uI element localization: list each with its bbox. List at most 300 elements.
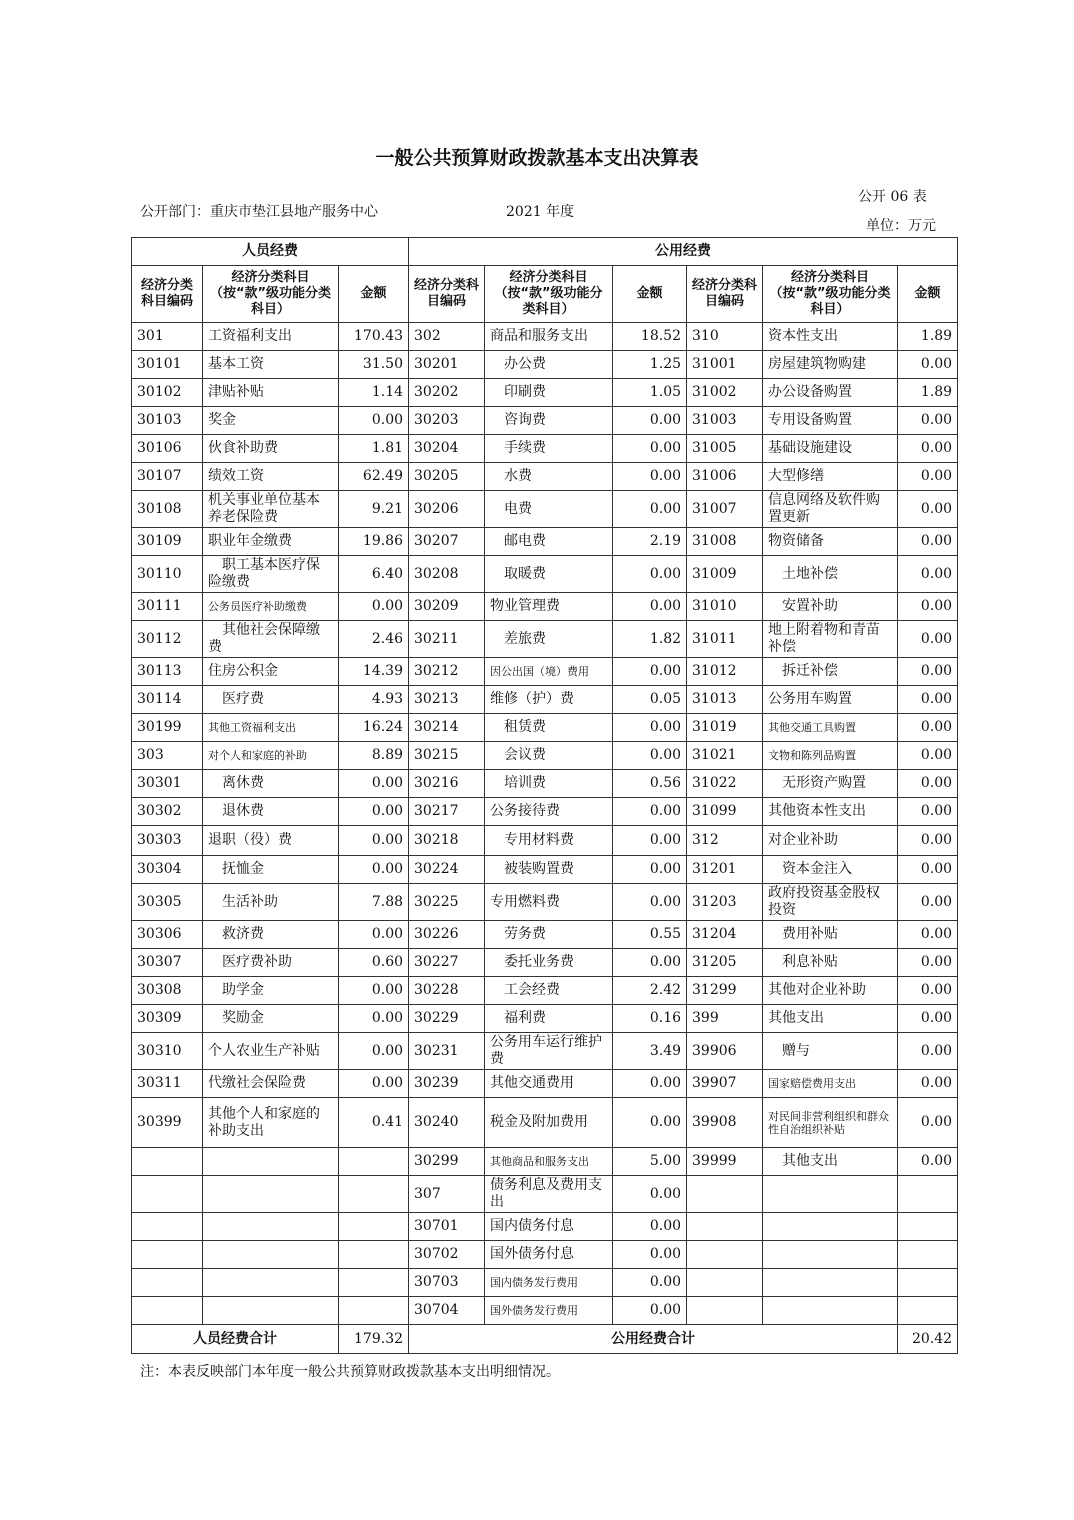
public-a-code-cell: 30703 [409, 1269, 485, 1297]
public-a-code-cell: 30240 [409, 1098, 485, 1148]
personnel-name-cell: 伙食补助费 [203, 435, 339, 463]
public-a-name-cell: 电费 [485, 491, 613, 528]
personnel-amount-cell: 62.49 [339, 463, 409, 491]
public-b-amount-cell: 0.00 [898, 921, 958, 949]
public-b-name-cell: 其他对企业补助 [763, 977, 898, 1005]
public-a-name-cell: 委托业务费 [485, 949, 613, 977]
personnel-amount-cell: 2.46 [339, 621, 409, 658]
public-a-name-cell: 福利费 [485, 1005, 613, 1033]
public-a-name-cell: 税金及附加费用 [485, 1098, 613, 1148]
public-a-name-cell: 债务利息及费用支出 [485, 1176, 613, 1213]
public-a-name-cell: 公务接待费 [485, 798, 613, 826]
personnel-name-cell [203, 1241, 339, 1269]
public-a-amount-cell: 0.00 [613, 658, 687, 686]
public-b-code-cell: 39907 [687, 1070, 763, 1098]
public-b-amount-cell: 0.00 [898, 770, 958, 798]
public-a-name-cell: 咨询费 [485, 407, 613, 435]
personnel-amount-cell: 7.88 [339, 884, 409, 921]
personnel-code-cell: 30306 [132, 921, 203, 949]
public-b-amount-cell [898, 1297, 958, 1325]
public-b-name-cell: 国家赔偿费用支出 [763, 1070, 898, 1098]
public-b-amount-cell: 0.00 [898, 884, 958, 921]
year-label: 2021 年度 [506, 204, 575, 220]
group-personnel-header: 人员经费 [132, 238, 409, 266]
public-a-name-cell: 因公出国（境）费用 [485, 658, 613, 686]
public-b-code-cell: 31013 [687, 686, 763, 714]
public-a-amount-cell: 0.00 [613, 1241, 687, 1269]
public-b-name-cell [763, 1269, 898, 1297]
public-b-amount-cell [898, 1176, 958, 1213]
public-b-name-cell: 赠与 [763, 1033, 898, 1070]
col-code-header: 经济分类科目编码 [132, 266, 203, 323]
public-a-name-cell: 国内债务付息 [485, 1213, 613, 1241]
personnel-code-cell: 30302 [132, 798, 203, 826]
personnel-code-cell: 30310 [132, 1033, 203, 1070]
public-b-code-cell: 310 [687, 323, 763, 351]
public-b-name-cell: 资本性支出 [763, 323, 898, 351]
table-row [132, 491, 958, 528]
public-b-name-cell: 拆迁补偿 [763, 658, 898, 686]
public-a-code-cell: 30212 [409, 658, 485, 686]
public-b-code-cell [687, 1176, 763, 1213]
public-a-code-cell: 30224 [409, 856, 485, 884]
page-title: 一般公共预算财政拨款基本支出决算表 [375, 147, 699, 169]
personnel-amount-cell [339, 1297, 409, 1325]
public-a-code-cell: 30205 [409, 463, 485, 491]
public-b-code-cell [687, 1269, 763, 1297]
public-a-name-cell: 培训费 [485, 770, 613, 798]
col-amount-header: 金额 [613, 266, 687, 323]
public-a-code-cell: 30213 [409, 686, 485, 714]
personnel-amount-cell: 1.14 [339, 379, 409, 407]
table-row [132, 714, 958, 742]
personnel-code-cell [132, 1269, 203, 1297]
public-a-amount-cell: 0.00 [613, 407, 687, 435]
personnel-name-cell: 职业年金缴费 [203, 528, 339, 556]
public-a-amount-cell: 0.00 [613, 463, 687, 491]
table-row [132, 856, 958, 884]
public-b-amount-cell: 0.00 [898, 351, 958, 379]
personnel-code-cell: 30113 [132, 658, 203, 686]
personnel-name-cell: 绩效工资 [203, 463, 339, 491]
personnel-amount-cell: 0.00 [339, 856, 409, 884]
personnel-name-cell: 医疗费 [203, 686, 339, 714]
public-a-code-cell: 30204 [409, 435, 485, 463]
personnel-code-cell [132, 1241, 203, 1269]
public-a-name-cell: 劳务费 [485, 921, 613, 949]
public-b-name-cell [763, 1213, 898, 1241]
personnel-amount-cell: 0.00 [339, 1005, 409, 1033]
public-a-name-cell: 国外债务付息 [485, 1241, 613, 1269]
public-a-code-cell: 30201 [409, 351, 485, 379]
public-b-code-cell: 31010 [687, 593, 763, 621]
public-b-name-cell: 基础设施建设 [763, 435, 898, 463]
personnel-amount-cell [339, 1148, 409, 1176]
personnel-name-cell: 助学金 [203, 977, 339, 1005]
public-b-code-cell: 31021 [687, 742, 763, 770]
personnel-code-cell: 30108 [132, 491, 203, 528]
public-b-code-cell: 31006 [687, 463, 763, 491]
public-b-code-cell: 31002 [687, 379, 763, 407]
public-a-code-cell: 302 [409, 323, 485, 351]
public-a-amount-cell: 5.00 [613, 1148, 687, 1176]
public-a-name-cell: 国外债务发行费用 [485, 1297, 613, 1325]
personnel-code-cell: 30107 [132, 463, 203, 491]
personnel-code-cell: 30114 [132, 686, 203, 714]
personnel-name-cell: 其他社会保障缴费 [203, 621, 339, 658]
table-row [132, 1070, 958, 1098]
public-b-amount-cell: 0.00 [898, 686, 958, 714]
personnel-amount-cell: 0.00 [339, 1070, 409, 1098]
public-a-code-cell: 307 [409, 1176, 485, 1213]
table-row [132, 593, 958, 621]
public-b-code-cell: 31299 [687, 977, 763, 1005]
table-row [132, 407, 958, 435]
public-a-name-cell: 工会经费 [485, 977, 613, 1005]
table-row [132, 949, 958, 977]
public-b-name-cell: 政府投资基金股权投资 [763, 884, 898, 921]
public-b-name-cell: 物资储备 [763, 528, 898, 556]
public-a-name-cell: 办公费 [485, 351, 613, 379]
personnel-name-cell: 其他个人和家庭的补助支出 [203, 1098, 339, 1148]
personnel-code-cell: 30301 [132, 770, 203, 798]
personnel-amount-cell [339, 1241, 409, 1269]
personnel-code-cell [132, 1176, 203, 1213]
public-b-amount-cell [898, 1269, 958, 1297]
personnel-amount-cell: 1.81 [339, 435, 409, 463]
total-public-label: 公用经费合计 [409, 1325, 898, 1354]
public-b-amount-cell: 0.00 [898, 1070, 958, 1098]
public-b-amount-cell: 0.00 [898, 714, 958, 742]
public-a-name-cell: 租赁费 [485, 714, 613, 742]
personnel-amount-cell: 0.60 [339, 949, 409, 977]
public-b-code-cell: 31203 [687, 884, 763, 921]
personnel-code-cell: 30111 [132, 593, 203, 621]
col-code-header: 经济分类科目编码 [687, 266, 763, 323]
public-b-name-cell: 对企业补助 [763, 826, 898, 856]
public-a-amount-cell: 0.00 [613, 826, 687, 856]
col-amount-header: 金额 [898, 266, 958, 323]
public-a-amount-cell: 0.00 [613, 593, 687, 621]
public-a-amount-cell: 3.49 [613, 1033, 687, 1070]
public-a-name-cell: 维修（护）费 [485, 686, 613, 714]
personnel-code-cell: 30112 [132, 621, 203, 658]
personnel-amount-cell: 14.39 [339, 658, 409, 686]
table-row [132, 1269, 958, 1297]
personnel-name-cell: 津贴补贴 [203, 379, 339, 407]
public-b-amount-cell: 0.00 [898, 528, 958, 556]
public-a-name-cell: 公务用车运行维护费 [485, 1033, 613, 1070]
public-b-code-cell: 399 [687, 1005, 763, 1033]
personnel-name-cell [203, 1269, 339, 1297]
personnel-amount-cell [339, 1269, 409, 1297]
table-row [132, 1005, 958, 1033]
personnel-name-cell: 离休费 [203, 770, 339, 798]
public-a-code-cell: 30231 [409, 1033, 485, 1070]
public-a-code-cell: 30228 [409, 977, 485, 1005]
public-a-code-cell: 30208 [409, 556, 485, 593]
public-a-code-cell: 30203 [409, 407, 485, 435]
personnel-amount-cell: 6.40 [339, 556, 409, 593]
personnel-amount-cell: 16.24 [339, 714, 409, 742]
table-row [132, 658, 958, 686]
public-a-amount-cell: 0.00 [613, 1269, 687, 1297]
public-a-code-cell: 30215 [409, 742, 485, 770]
personnel-amount-cell [339, 1176, 409, 1213]
public-b-name-cell: 其他支出 [763, 1005, 898, 1033]
public-b-name-cell: 对民间非营利组织和群众性自治组织补贴 [763, 1098, 898, 1148]
public-b-name-cell [763, 1176, 898, 1213]
personnel-code-cell: 30311 [132, 1070, 203, 1098]
public-b-name-cell: 文物和陈列品购置 [763, 742, 898, 770]
public-b-amount-cell: 0.00 [898, 949, 958, 977]
table-row [132, 742, 958, 770]
public-b-name-cell: 房屋建筑物购建 [763, 351, 898, 379]
personnel-name-cell: 医疗费补助 [203, 949, 339, 977]
public-b-name-cell: 其他支出 [763, 1148, 898, 1176]
personnel-name-cell [203, 1297, 339, 1325]
table-row [132, 351, 958, 379]
public-b-name-cell [763, 1241, 898, 1269]
public-a-amount-cell: 0.00 [613, 491, 687, 528]
public-b-amount-cell: 0.00 [898, 1098, 958, 1148]
col-name-header: 经济分类科目（按“款”级功能分类科目） [485, 266, 613, 323]
public-a-name-cell: 国内债务发行费用 [485, 1269, 613, 1297]
personnel-amount-cell: 0.00 [339, 798, 409, 826]
public-b-amount-cell: 0.00 [898, 1005, 958, 1033]
personnel-code-cell: 30305 [132, 884, 203, 921]
personnel-name-cell: 退休费 [203, 798, 339, 826]
table-row [132, 1148, 958, 1176]
table-row [132, 686, 958, 714]
public-b-code-cell: 39906 [687, 1033, 763, 1070]
table-row [132, 1033, 958, 1070]
public-a-amount-cell: 2.42 [613, 977, 687, 1005]
public-b-code-cell: 31201 [687, 856, 763, 884]
personnel-name-cell: 奖励金 [203, 1005, 339, 1033]
personnel-amount-cell: 19.86 [339, 528, 409, 556]
public-b-name-cell: 公务用车购置 [763, 686, 898, 714]
personnel-amount-cell: 0.41 [339, 1098, 409, 1148]
personnel-name-cell: 基本工资 [203, 351, 339, 379]
table-row [132, 1098, 958, 1148]
public-a-name-cell: 手续费 [485, 435, 613, 463]
public-a-amount-cell: 0.00 [613, 1213, 687, 1241]
personnel-name-cell: 对个人和家庭的补助 [203, 742, 339, 770]
public-b-name-cell: 地上附着物和青苗补偿 [763, 621, 898, 658]
public-a-code-cell: 30217 [409, 798, 485, 826]
public-a-code-cell: 30704 [409, 1297, 485, 1325]
public-a-name-cell: 其他交通费用 [485, 1070, 613, 1098]
personnel-amount-cell: 0.00 [339, 826, 409, 856]
public-b-code-cell: 312 [687, 826, 763, 856]
personnel-amount-cell: 0.00 [339, 407, 409, 435]
public-b-amount-cell: 0.00 [898, 856, 958, 884]
public-b-amount-cell: 0.00 [898, 621, 958, 658]
public-b-amount-cell: 0.00 [898, 463, 958, 491]
col-code-header: 经济分类科目编码 [409, 266, 485, 323]
personnel-name-cell: 代缴社会保险费 [203, 1070, 339, 1098]
total-public-value: 20.42 [898, 1325, 958, 1354]
table-row [132, 826, 958, 856]
personnel-name-cell: 住房公积金 [203, 658, 339, 686]
public-a-amount-cell: 0.56 [613, 770, 687, 798]
public-a-amount-cell: 0.00 [613, 884, 687, 921]
public-a-amount-cell: 1.05 [613, 379, 687, 407]
public-a-name-cell: 邮电费 [485, 528, 613, 556]
table-row [132, 463, 958, 491]
public-a-amount-cell: 0.00 [613, 742, 687, 770]
personnel-name-cell [203, 1176, 339, 1213]
personnel-amount-cell: 0.00 [339, 921, 409, 949]
personnel-amount-cell: 0.00 [339, 593, 409, 621]
public-a-code-cell: 30209 [409, 593, 485, 621]
public-b-code-cell: 31008 [687, 528, 763, 556]
table-row [132, 1213, 958, 1241]
personnel-code-cell: 30309 [132, 1005, 203, 1033]
public-b-name-cell [763, 1297, 898, 1325]
public-b-code-cell: 31007 [687, 491, 763, 528]
public-b-amount-cell: 0.00 [898, 407, 958, 435]
department-label: 公开部门：重庆市垫江县地产服务中心 [140, 204, 378, 220]
public-b-name-cell: 其他资本性支出 [763, 798, 898, 826]
public-a-code-cell: 30702 [409, 1241, 485, 1269]
public-a-name-cell: 取暖费 [485, 556, 613, 593]
public-a-amount-cell: 0.00 [613, 556, 687, 593]
personnel-code-cell: 30199 [132, 714, 203, 742]
personnel-code-cell: 30303 [132, 826, 203, 856]
public-a-code-cell: 30211 [409, 621, 485, 658]
personnel-code-cell: 303 [132, 742, 203, 770]
public-b-amount-cell: 0.00 [898, 826, 958, 856]
personnel-name-cell: 退职（役）费 [203, 826, 339, 856]
public-b-code-cell: 31003 [687, 407, 763, 435]
public-a-amount-cell: 0.00 [613, 1176, 687, 1213]
public-b-code-cell [687, 1213, 763, 1241]
public-a-name-cell: 差旅费 [485, 621, 613, 658]
table-row [132, 1241, 958, 1269]
public-b-code-cell: 31099 [687, 798, 763, 826]
table-row [132, 798, 958, 826]
personnel-code-cell [132, 1213, 203, 1241]
table-row [132, 1176, 958, 1213]
public-b-amount-cell: 0.00 [898, 977, 958, 1005]
public-b-amount-cell: 0.00 [898, 658, 958, 686]
table-row [132, 770, 958, 798]
public-b-name-cell: 费用补贴 [763, 921, 898, 949]
table-row [132, 528, 958, 556]
col-name-header: 经济分类科目（按“款”级功能分类科目） [203, 266, 339, 323]
personnel-name-cell: 工资福利支出 [203, 323, 339, 351]
public-a-code-cell: 30206 [409, 491, 485, 528]
public-b-amount-cell: 0.00 [898, 1148, 958, 1176]
public-b-name-cell: 无形资产购置 [763, 770, 898, 798]
public-a-name-cell: 会议费 [485, 742, 613, 770]
personnel-code-cell: 30110 [132, 556, 203, 593]
public-b-code-cell: 39908 [687, 1098, 763, 1148]
public-a-amount-cell: 0.00 [613, 1297, 687, 1325]
personnel-amount-cell: 9.21 [339, 491, 409, 528]
public-b-amount-cell: 1.89 [898, 379, 958, 407]
public-b-name-cell: 专用设备购置 [763, 407, 898, 435]
table-row [132, 884, 958, 921]
public-a-amount-cell: 0.05 [613, 686, 687, 714]
public-a-amount-cell: 0.55 [613, 921, 687, 949]
personnel-amount-cell: 170.43 [339, 323, 409, 351]
table-note: 注：本表反映部门本年度一般公共预算财政拨款基本支出明细情况。 [140, 1364, 560, 1380]
personnel-amount-cell [339, 1213, 409, 1241]
public-b-amount-cell: 0.00 [898, 1033, 958, 1070]
table-row [132, 921, 958, 949]
table-row [132, 379, 958, 407]
public-a-name-cell: 物业管理费 [485, 593, 613, 621]
public-b-name-cell: 土地补偿 [763, 556, 898, 593]
personnel-name-cell: 奖金 [203, 407, 339, 435]
personnel-name-cell: 救济费 [203, 921, 339, 949]
public-a-code-cell: 30207 [409, 528, 485, 556]
personnel-code-cell [132, 1148, 203, 1176]
personnel-amount-cell: 31.50 [339, 351, 409, 379]
public-b-amount-cell [898, 1213, 958, 1241]
personnel-code-cell: 30101 [132, 351, 203, 379]
public-b-code-cell: 31005 [687, 435, 763, 463]
public-b-code-cell: 31205 [687, 949, 763, 977]
public-b-name-cell: 利息补贴 [763, 949, 898, 977]
public-a-name-cell: 水费 [485, 463, 613, 491]
table-row [132, 1297, 958, 1325]
public-b-amount-cell: 0.00 [898, 593, 958, 621]
personnel-name-cell: 公务员医疗补助缴费 [203, 593, 339, 621]
public-a-name-cell: 专用材料费 [485, 826, 613, 856]
public-b-name-cell: 信息网络及软件购置更新 [763, 491, 898, 528]
personnel-code-cell: 30102 [132, 379, 203, 407]
personnel-name-cell: 个人农业生产补贴 [203, 1033, 339, 1070]
personnel-code-cell: 30304 [132, 856, 203, 884]
public-a-amount-cell: 0.00 [613, 949, 687, 977]
personnel-code-cell: 30109 [132, 528, 203, 556]
col-name-header: 经济分类科目（按“款”级功能分类科目） [763, 266, 898, 323]
public-a-amount-cell: 2.19 [613, 528, 687, 556]
public-b-amount-cell: 0.00 [898, 556, 958, 593]
public-a-code-cell: 30218 [409, 826, 485, 856]
personnel-name-cell: 生活补助 [203, 884, 339, 921]
public-b-amount-cell: 0.00 [898, 798, 958, 826]
total-personnel-value: 179.32 [339, 1325, 409, 1354]
personnel-code-cell: 30103 [132, 407, 203, 435]
public-b-amount-cell: 0.00 [898, 742, 958, 770]
public-b-amount-cell: 1.89 [898, 323, 958, 351]
group-public-header: 公用经费 [409, 238, 958, 266]
public-a-code-cell: 30239 [409, 1070, 485, 1098]
public-a-code-cell: 30701 [409, 1213, 485, 1241]
public-b-name-cell: 办公设备购置 [763, 379, 898, 407]
public-b-code-cell [687, 1241, 763, 1269]
public-a-amount-cell: 0.16 [613, 1005, 687, 1033]
public-a-name-cell: 专用燃料费 [485, 884, 613, 921]
unit-label: 单位：万元 [866, 218, 936, 234]
col-amount-header: 金额 [339, 266, 409, 323]
expenditure-table [131, 237, 958, 1354]
public-a-amount-cell: 1.25 [613, 351, 687, 379]
personnel-code-cell: 30106 [132, 435, 203, 463]
public-a-amount-cell: 0.00 [613, 1070, 687, 1098]
personnel-name-cell [203, 1148, 339, 1176]
personnel-code-cell: 30308 [132, 977, 203, 1005]
public-a-name-cell: 其他商品和服务支出 [485, 1148, 613, 1176]
public-a-amount-cell: 0.00 [613, 714, 687, 742]
public-b-name-cell: 其他交通工具购置 [763, 714, 898, 742]
public-a-name-cell: 商品和服务支出 [485, 323, 613, 351]
